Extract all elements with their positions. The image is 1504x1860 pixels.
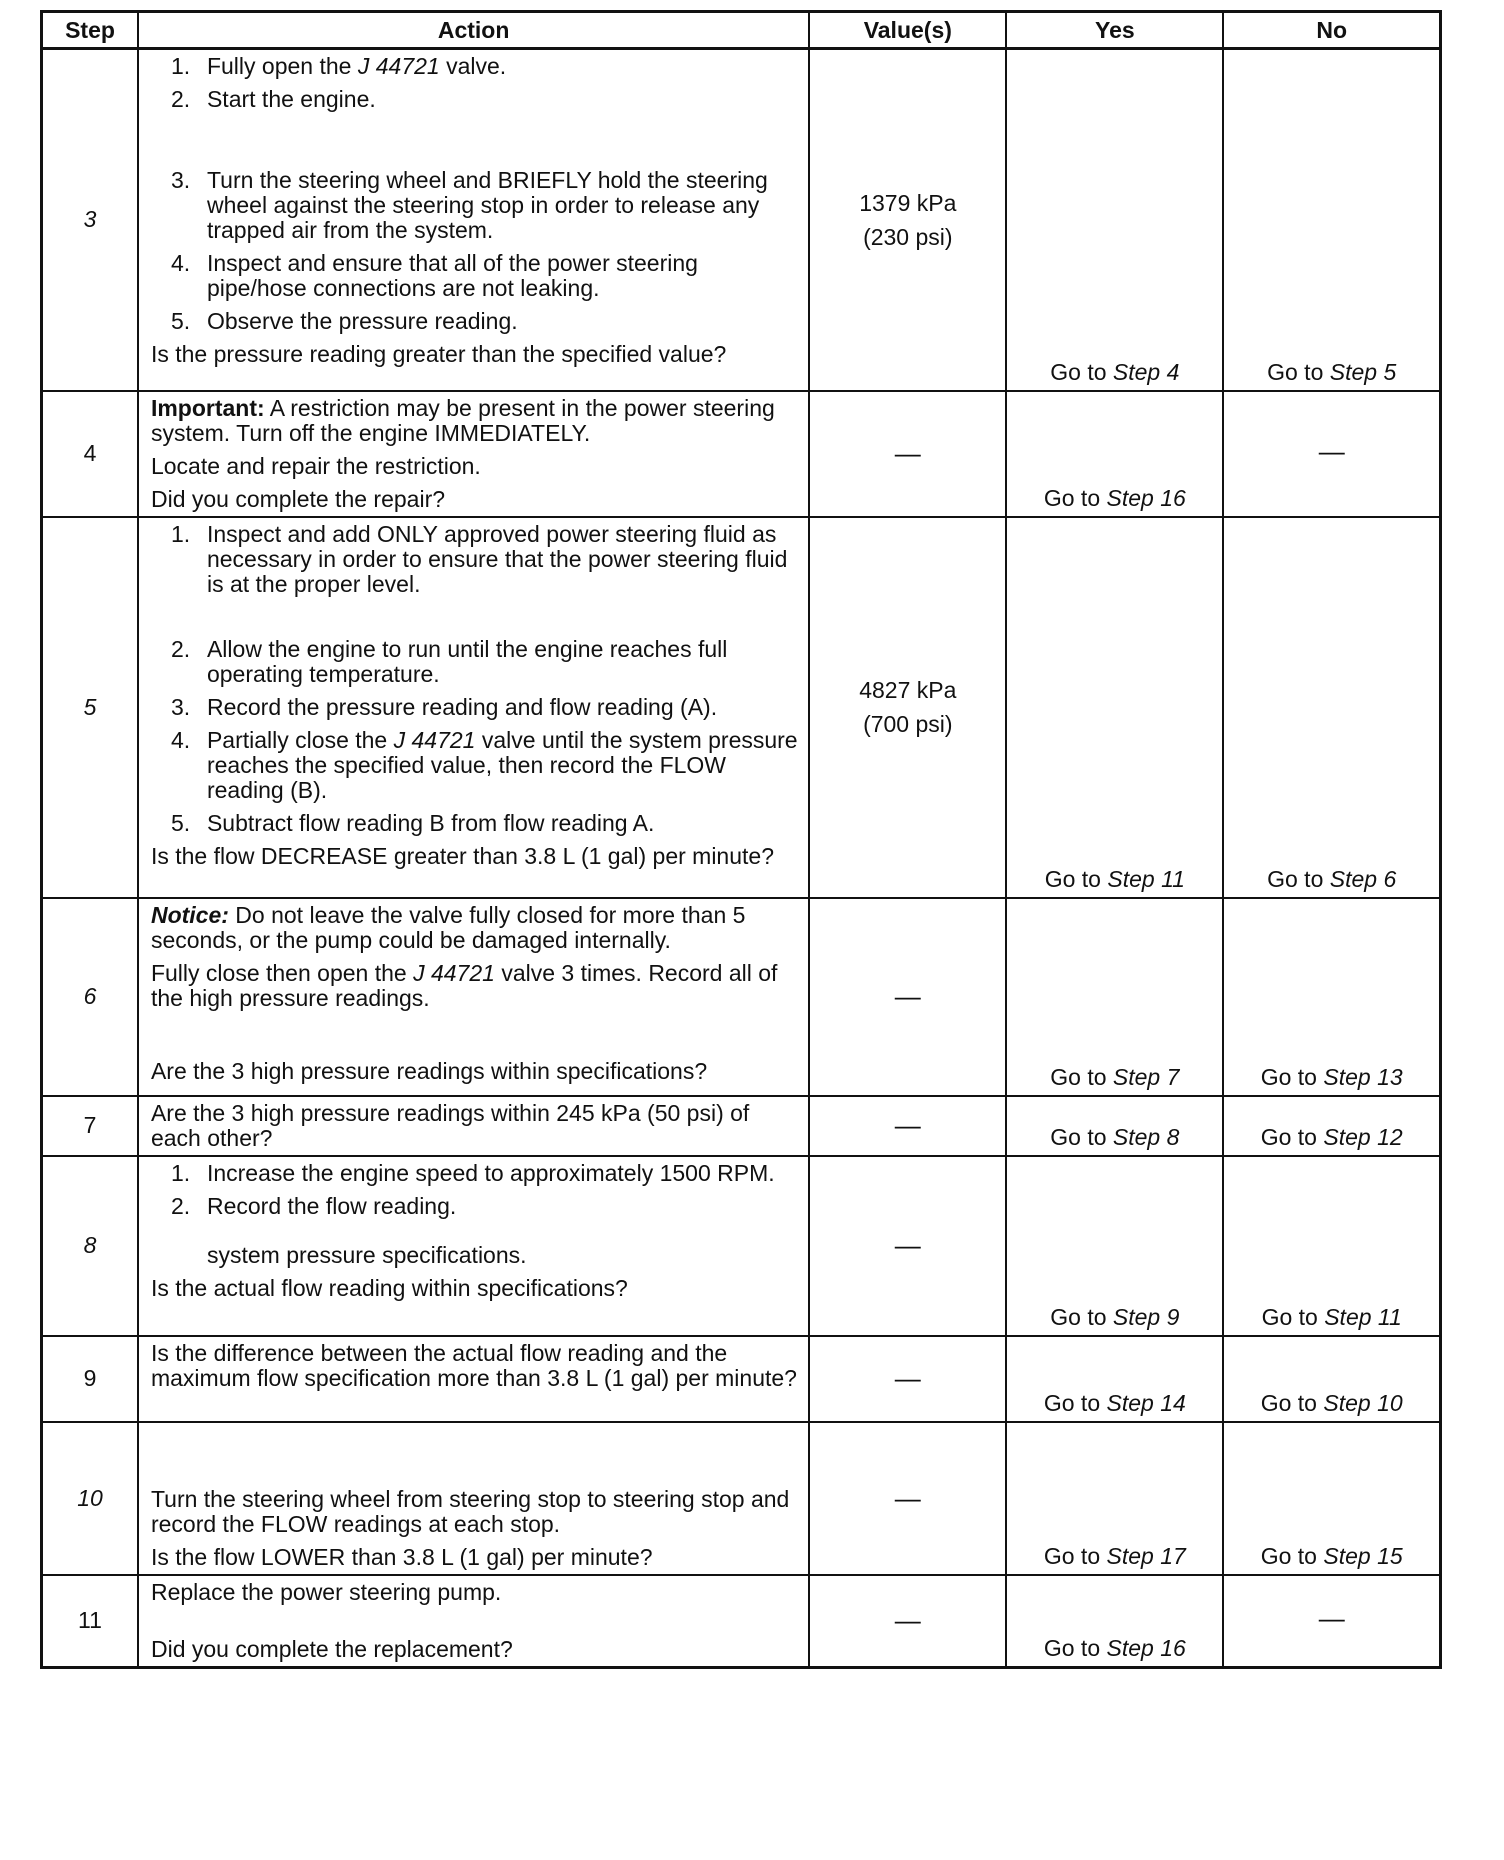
list-item: 2. Allow the engine to run until the engine reaches full operating temperature. [170,635,728,687]
value-cell: — [809,898,1006,1096]
action-cell [138,1156,809,1336]
action-cell [138,49,809,391]
table-row-step-6 [42,898,1441,1096]
yes-cell: Go to Step 17 [1006,1422,1223,1575]
important-note: Important: A restriction may be present in the power steering system. Turn off the engine IMMEDIATELY. [150,394,775,446]
list-item: 2. Record the flow reading. [170,1192,457,1219]
step-number: 11 [42,1575,138,1668]
table-row-step-8 [42,1156,1441,1336]
action-text: Turn the steering wheel from steering stop to steering stop and record the FLOW readings at each stop. [150,1485,790,1537]
step-number: 6 [42,898,138,1096]
yes-cell: Go to Step 16 [1006,1575,1223,1668]
step-number: 7 [42,1096,138,1156]
action-text: Replace the power steering pump. [150,1578,502,1605]
value-cell: — [809,1096,1006,1156]
no-cell: Go to Step 6 [1223,517,1440,898]
action-cell [138,1422,809,1575]
yes-cell: Go to Step 4 [1006,49,1223,391]
question-text: Is the difference between the actual flow reading and the maximum flow specification more than 3.8 L (1 gal) per minute? [150,1339,797,1391]
tool-ref: J 44721 [357,53,440,79]
yes-cell: Go to Step 7 [1006,898,1223,1096]
tool-ref: J 44721 [393,726,476,753]
yes-goto-link[interactable]: Step 8 [1112,1123,1180,1150]
table-row-step-7 [42,1096,1441,1156]
no-cell: — [1223,1575,1440,1668]
yes-cell: Go to Step 9 [1006,1156,1223,1336]
yes-goto-link[interactable]: Step 4 [1112,358,1180,385]
question-text: Did you complete the repair? [150,485,446,512]
step-number: 3 [42,49,138,391]
list-item: 4. Inspect and ensure that all of the power steering pipe/hose connections are not leaking. [170,250,698,301]
value-cell: — [809,391,1006,517]
step-number: 8 [42,1156,138,1336]
header-action: Action [138,12,809,49]
value-cell: — [809,1336,1006,1422]
action-cell [138,898,809,1096]
no-cell: Go to Step 11 [1223,1156,1440,1336]
action-cell [138,1096,809,1156]
header-yes: Yes [1006,12,1223,49]
action-cell [138,1336,809,1422]
header-no: No [1223,12,1440,49]
yes-goto-link[interactable]: Step 14 [1106,1389,1186,1416]
no-goto-link[interactable]: Step 11 [1324,1303,1402,1330]
no-cell: Go to Step 13 [1223,898,1440,1096]
step-number: 10 [42,1422,138,1575]
step-number: 4 [42,391,138,517]
no-goto-link[interactable]: Step 5 [1329,358,1397,385]
list-item: 1. Increase the engine speed to approximately 1500 RPM. [170,1159,775,1186]
yes-goto-link[interactable]: Step 17 [1106,1542,1186,1569]
action-cell [138,391,809,517]
yes-goto-link[interactable]: Step 7 [1112,1063,1180,1090]
action-cell [138,1575,809,1668]
yes-goto-link[interactable]: Step 11 [1107,865,1185,892]
question-text: Are the 3 high pressure readings within specifications? [150,1057,708,1084]
no-cell: Go to Step 12 [1223,1096,1440,1156]
no-goto-link[interactable]: Step 15 [1323,1542,1403,1569]
yes-goto-link[interactable]: Step 9 [1112,1303,1180,1330]
table-row-step-9 [42,1336,1441,1422]
question-text: Is the flow LOWER than 3.8 L (1 gal) per minute? [150,1543,653,1570]
list-item: 5. Observe the pressure reading. [170,308,518,334]
action-text: Locate and repair the restriction. [150,452,481,479]
header-row [42,12,1441,49]
list-item: 3. Record the pressure reading and flow reading (A). [170,693,718,720]
question-text: Is the actual flow reading within specifications? [150,1274,628,1301]
value-cell: — [809,1156,1006,1336]
action-text: system pressure specifications. [206,1241,527,1268]
question-text: Are the 3 high pressure readings within 245 kPa (50 psi) of each other? [150,1099,750,1151]
question-text: Is the pressure reading greater than the specified value? [150,341,727,367]
yes-cell: Go to Step 14 [1006,1336,1223,1422]
yes-goto-link[interactable]: Step 16 [1106,1634,1186,1661]
list-item: 1. Fully open the J 44721 valve. [170,53,507,79]
diagnostic-table [40,10,1442,1669]
value-cell [809,517,1006,898]
value-metric: 1379 kPa [859,189,957,216]
list-item: 1. Inspect and add ONLY approved power steering fluid as necessary in order to ensure that the power steering fluid is at the proper level. [170,520,788,597]
yes-cell: Go to Step 11 [1006,517,1223,898]
list-item: 3. Turn the steering wheel and BRIEFLY hold the steering wheel against the steering stop in order to release any trapped air from the system. [170,167,768,243]
no-goto-link[interactable]: Step 6 [1329,865,1397,892]
table-row-step-3 [42,49,1441,391]
no-cell: Go to Step 10 [1223,1336,1440,1422]
yes-goto-link[interactable]: Step 16 [1106,484,1186,511]
question-text: Is the flow DECREASE greater than 3.8 L (1 gal) per minute? [150,842,774,869]
table-row-step-4 [42,391,1441,517]
table-row-step-11 [42,1575,1441,1668]
no-cell: Go to Step 15 [1223,1422,1440,1575]
tool-ref: J 44721 [413,959,495,986]
value-metric: 4827 kPa [859,677,957,703]
yes-cell: Go to Step 8 [1006,1096,1223,1156]
value-imperial: (230 psi) [863,223,953,250]
action-text: Fully close then open the J 44721 valve 3 times. Record all of the high pressure readings. [150,959,778,1011]
yes-cell: Go to Step 16 [1006,391,1223,517]
no-cell: — [1223,391,1440,517]
list-item: 5. Subtract flow reading B from flow reading A. [170,809,655,836]
value-cell: — [809,1422,1006,1575]
header-step: Step [42,12,138,49]
step-number: 5 [42,517,138,898]
table-row-step-10 [42,1422,1441,1575]
notice-note: Notice: Do not leave the valve fully closed for more than 5 seconds, or the pump could be damaged internally. [150,901,746,953]
list-item: 2. Start the engine. [170,86,376,112]
step-number: 9 [42,1336,138,1422]
no-cell: Go to Step 5 [1223,49,1440,391]
value-imperial: (700 psi) [863,711,953,737]
no-goto-link[interactable]: Step 12 [1323,1123,1403,1150]
no-goto-link[interactable]: Step 13 [1323,1063,1403,1090]
table-row-step-5 [42,517,1441,898]
no-goto-link[interactable]: Step 10 [1323,1389,1403,1416]
question-text: Did you complete the replacement? [150,1635,513,1662]
value-cell [809,49,1006,391]
value-cell: — [809,1575,1006,1668]
action-cell [138,517,809,898]
header-values: Value(s) [809,12,1006,49]
list-item: 4. Partially close the J 44721 valve until the system pressure reaches the specified value, then record the FLOW reading (B). [170,726,798,803]
